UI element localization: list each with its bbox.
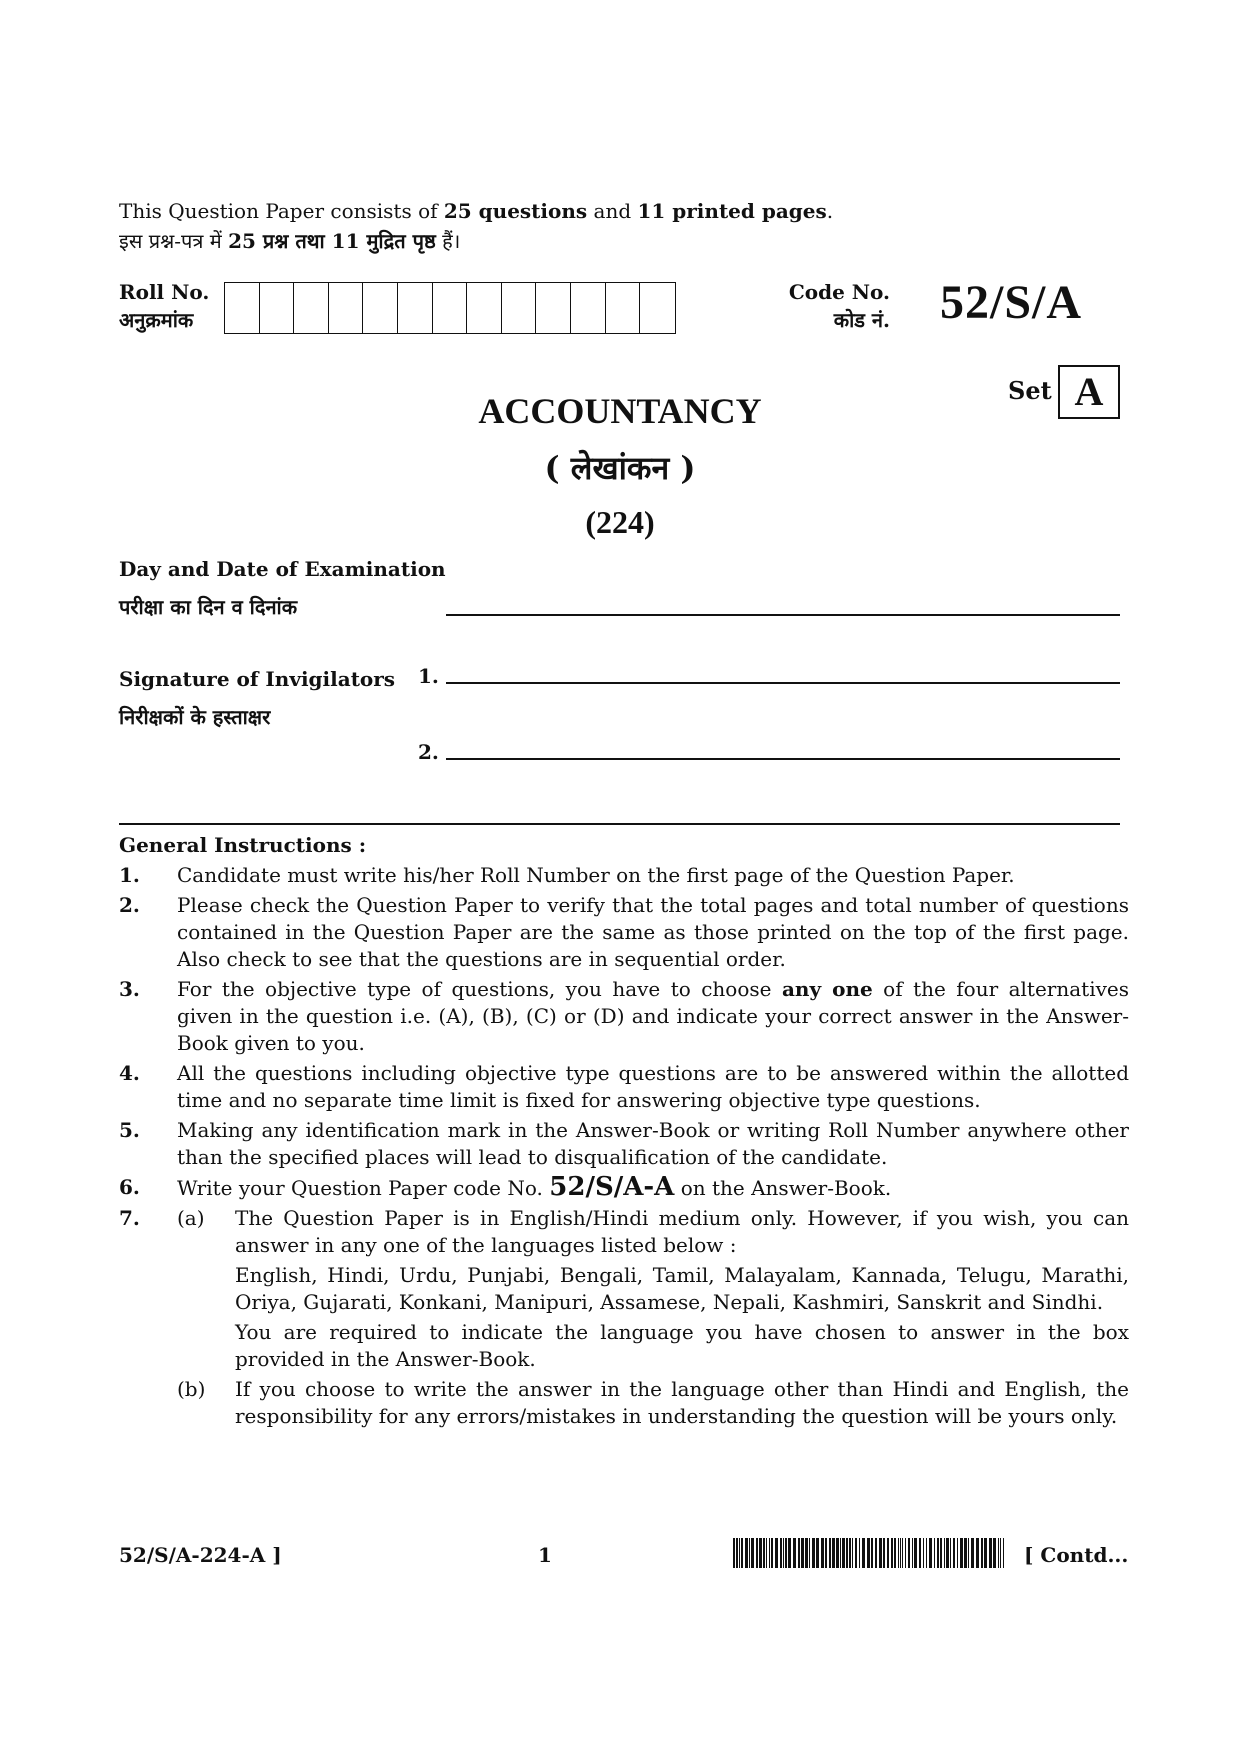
subject-title-english: ACCOUNTANCY xyxy=(478,391,762,431)
roll-digit-box[interactable] xyxy=(329,283,364,333)
code-number-label: Code No. कोड नं. xyxy=(788,280,890,332)
paper-info xyxy=(119,196,833,256)
instruction-item: 5. Making any identification mark in the Answer-Book or writing Roll Number anywhere other than the specified places will lead to disqualification of the candidate. xyxy=(119,1118,1129,1169)
footer-paper-code: 52/S/A-224-A ] xyxy=(119,1543,282,1567)
set-label: Set xyxy=(1008,376,1052,405)
invigilator-signature-label: Signature of Invigilators निरीक्षकों के हस्ताक्षर xyxy=(119,667,396,729)
paper-info-hindi: इस प्रश्न-पत्र में 25 प्रश्न तथा 11 मुद्रित पृष्ठ हैं। xyxy=(119,229,461,253)
instruction-item: 4. All the questions including objective type questions are to be answered within the allotted time and no separate time limit is fixed for answering objective type questions. xyxy=(119,1061,1129,1112)
paper-info-english: This Question Paper consists of 25 questions and 11 printed pages. xyxy=(119,199,834,223)
invigilator-1-number: 1. xyxy=(418,664,439,688)
instruction-subitem-b: (b) If you choose to write the answer in the language other than Hindi and English, the responsibility for any errors/mistakes in understanding the question will be yours only. xyxy=(177,1377,1129,1428)
roll-digit-box[interactable] xyxy=(294,283,329,333)
instruction-item: 6. Write your Question Paper code No. 52/S/A-A on the Answer-Book. xyxy=(119,1172,892,1202)
instructions-heading: General Instructions : xyxy=(119,833,367,857)
set-value-box: A xyxy=(1058,365,1120,419)
footer-page-number: 1 xyxy=(538,1543,552,1567)
instruction-item: 2. Please check the Question Paper to verify that the total pages and total number of questions contained in the Question Paper are the same as those printed on the top of the first page. Also check to see that the questions are in sequential order. xyxy=(119,893,1129,971)
subject-code: (224) xyxy=(585,504,655,540)
roll-digit-box[interactable] xyxy=(502,283,537,333)
invigilator-2-signature-line[interactable] xyxy=(446,758,1120,760)
instruction-subitem-a: (a) The Question Paper is in English/Hindi medium only. However, if you wish, you can answer in any one of the languages listed below : English, Hindi, Urdu, Punjabi, Bengali, Tamil, Malayalam, Kannada, Telugu, Marathi, Oriya, Gujarati, Konkani, Manipuri, Assamese, Nepali, Kashmiri, Sanskrit and Sindhi. You are required to indicate the language you have chosen to answer in the box provided in the Answer-Book. xyxy=(177,1206,1129,1371)
roll-digit-box[interactable] xyxy=(467,283,502,333)
footer-contd: [ Contd... xyxy=(1024,1543,1129,1567)
section-divider xyxy=(119,823,1120,825)
roll-digit-box[interactable] xyxy=(536,283,571,333)
barcode-icon xyxy=(733,1538,1007,1568)
general-instructions xyxy=(119,832,1129,1430)
instruction-item: 3. For the objective type of questions, you have to choose any one of the four alternatives given in the question i.e. (A), (B), (C) or (D) and indicate your correct answer in the Answer-Book given to you. xyxy=(119,977,1129,1055)
exam-date-line[interactable] xyxy=(446,614,1120,616)
code-number-value: 52/S/A xyxy=(940,276,1083,329)
invigilator-1-signature-line[interactable] xyxy=(446,682,1120,684)
subject-title-hindi: ( लेखांकन ) xyxy=(544,449,696,487)
roll-digit-box[interactable] xyxy=(571,283,606,333)
roll-digit-box[interactable] xyxy=(363,283,398,333)
roll-digit-box[interactable] xyxy=(225,283,260,333)
roll-number-label: Roll No. अनुक्रमांक xyxy=(119,280,210,332)
instruction-item: 1. Candidate must write his/her Roll Number on the first page of the Question Paper. xyxy=(119,863,1015,887)
roll-digit-box[interactable] xyxy=(398,283,433,333)
roll-digit-box[interactable] xyxy=(260,283,295,333)
instruction-item: 7. (a) The Question Paper is in English/Hindi medium only. However, if you wish, you can answer in any one of the languages listed below : English, Hindi, Urdu, Punjabi, Bengali, Tamil, Malayalam, Kannada, Telugu, Marathi, Oriya, Gujarati, Konkani, Manipuri, Assamese, Nepali, Kashmiri, Sanskrit and Sindhi. You are required to indicate the language you have chosen to answer in the box provided in the Answer-Book. (b) If you choose to write the answer in the language other than Hindi and English, the responsibility for any errors/mistakes in understanding the question will be yours only. xyxy=(119,1206,1129,1428)
invigilator-2-number: 2. xyxy=(418,740,439,764)
roll-digit-box[interactable] xyxy=(433,283,468,333)
roll-digit-box[interactable] xyxy=(640,283,675,333)
exam-date-label: Day and Date of Examination परीक्षा का दिन व दिनांक xyxy=(119,557,446,619)
roll-number-boxes[interactable] xyxy=(224,282,676,334)
roll-digit-box[interactable] xyxy=(606,283,641,333)
